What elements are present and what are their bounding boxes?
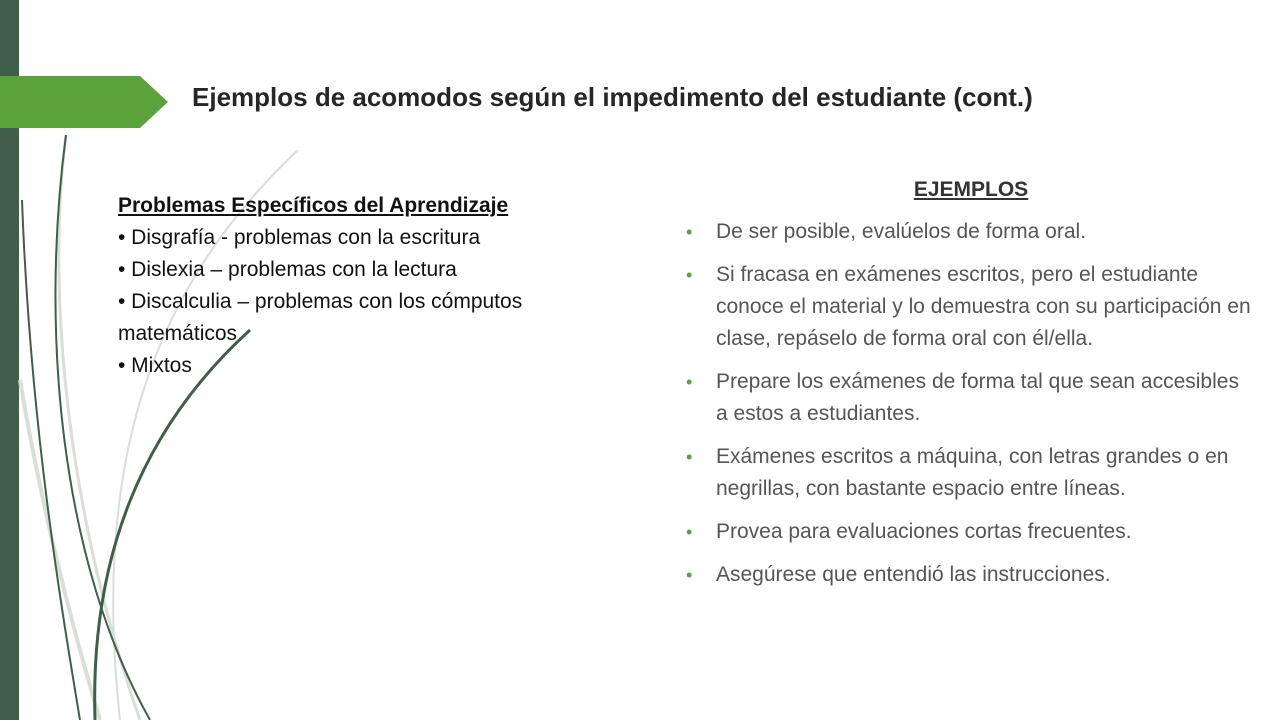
list-item-text: Si fracasa en exámenes escritos, pero el estudiante conoce el material y lo demuestra con su participación en clase, repáselo de forma oral con él/ella. [716,263,1251,350]
left-item-disgrafia: • Disgrafía - problemas con la escritura [118,226,481,249]
left-item-dislexia: • Dislexia – problemas con la lectura [118,258,457,281]
title-arrow-shape [0,76,168,128]
bullet-icon: • [686,222,693,242]
list-item [686,216,1256,248]
list-item-text: Provea para evaluaciones cortas frecuentes. [716,520,1132,543]
examples-list [686,216,1256,591]
bullet-icon: • [686,447,693,467]
left-item-discalculia: • Discalculia – problemas con los cómputos matemáticos [118,290,523,345]
list-item [686,366,1256,430]
bullet-icon: • [686,565,693,585]
left-heading: Problemas Específicos del Aprendizaje [118,194,509,217]
bullet-icon: • [686,265,693,285]
list-item [686,516,1256,548]
left-item-mixtos: • Mixtos [118,354,192,377]
bullet-icon: • [686,372,693,392]
list-item-text: Asegúrese que entendió las instrucciones. [716,563,1111,586]
left-column [118,190,618,382]
list-item [686,259,1256,355]
slide-title: Ejemplos de acomodos según el impedimento del estudiante (cont.) [192,82,1033,112]
list-item [686,441,1256,505]
bullet-icon: • [686,522,693,542]
right-column [686,174,1256,602]
examples-heading: EJEMPLOS [913,178,1029,201]
list-item-text: De ser posible, evalúelos de forma oral. [716,220,1087,243]
list-item-text: Prepare los exámenes de forma tal que sean accesibles a estos a estudiantes. [716,370,1239,425]
list-item-text: Exámenes escritos a máquina, con letras grandes o en negrillas, con bastante espacio entre líneas. [716,445,1229,500]
list-item [686,559,1256,591]
